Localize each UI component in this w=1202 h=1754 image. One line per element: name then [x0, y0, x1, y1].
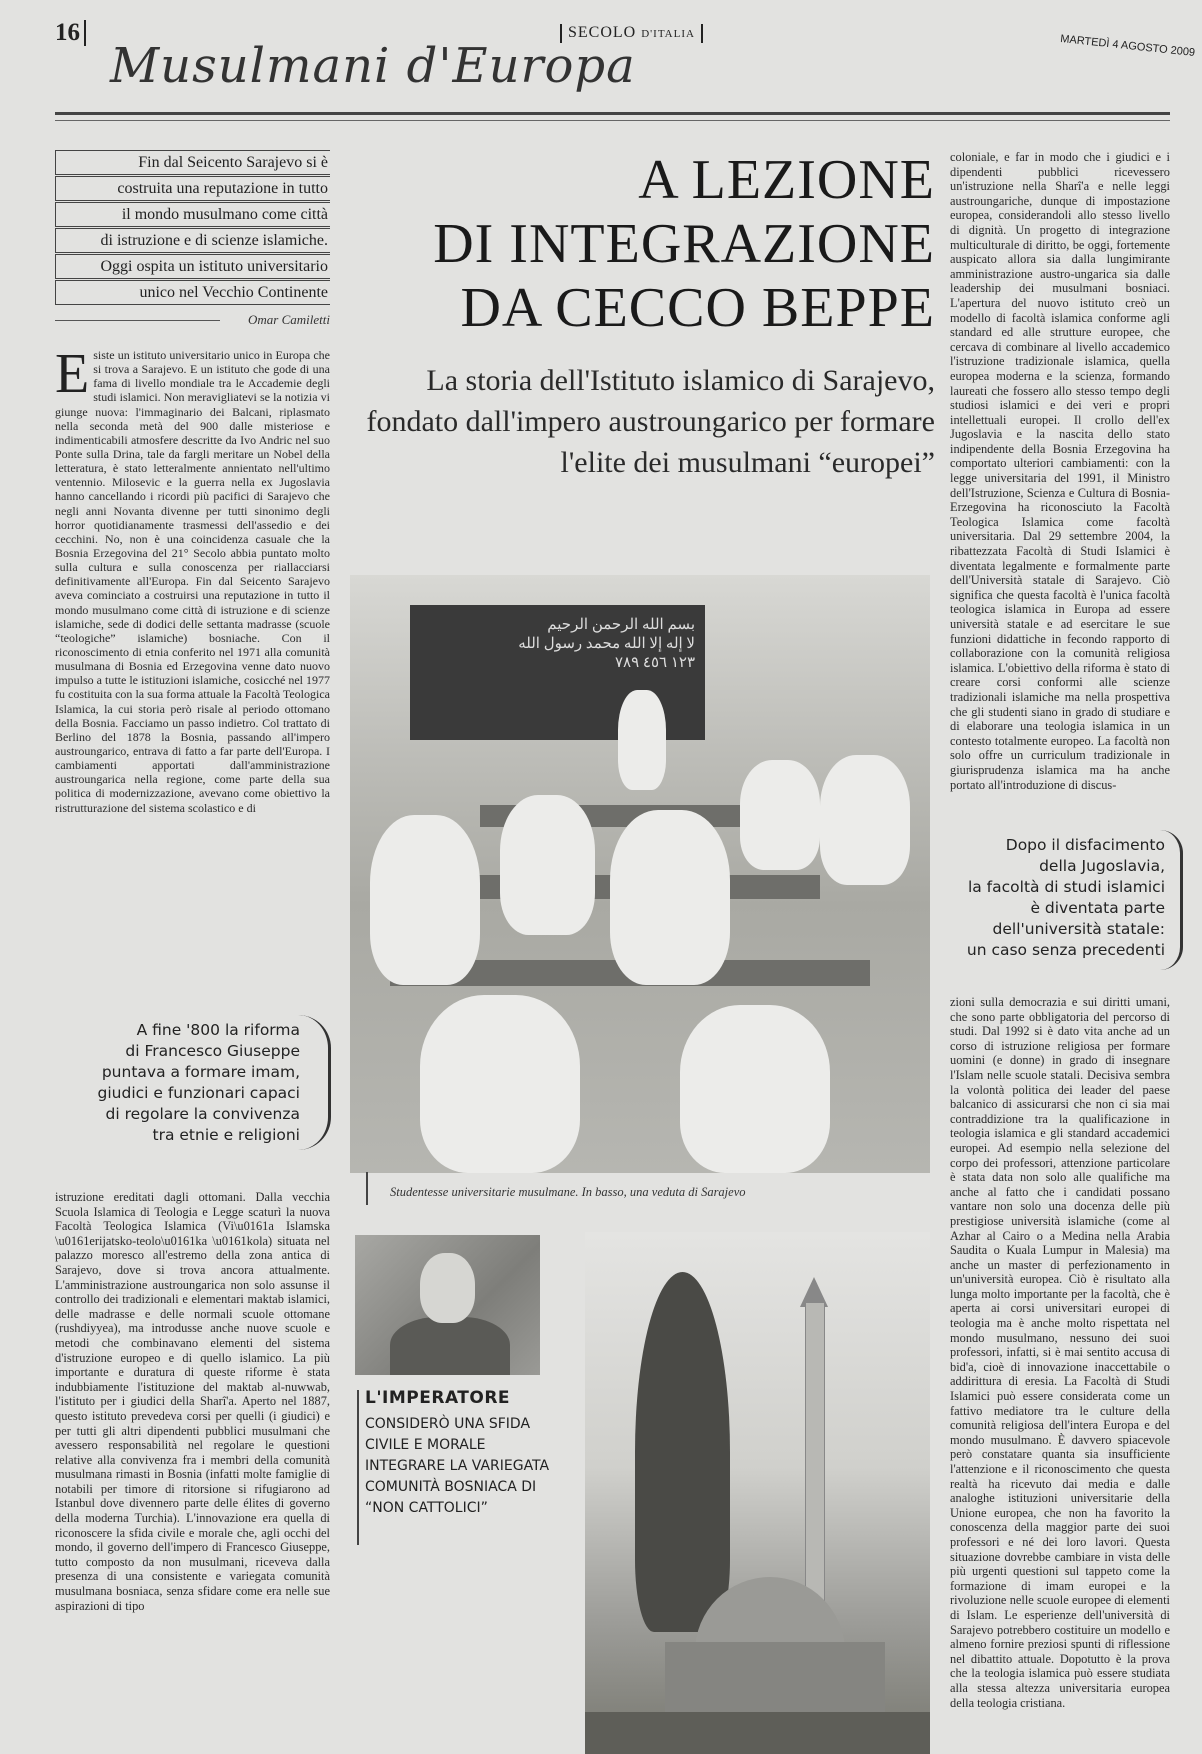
student-figure [680, 1005, 830, 1173]
student-figure [420, 995, 580, 1173]
lead-line: di istruzione e di scienze islamiche. [55, 228, 330, 253]
lead-line: il mondo musulmano come città [55, 202, 330, 227]
minaret [805, 1302, 825, 1604]
pull-quote-line: A fine '800 la riforma [136, 1021, 300, 1039]
headline-line: A LEZIONE [638, 149, 935, 211]
article-column-3: coloniale, e far in modo che i giudici e i dipendenti pubblici ricevessero un'istruzione nella Sharî'a e nelle leggi austroungariche, dunque di impostazione europea, considerandoli allo stesso livello di dignità. Un progetto di integrazione multiculturale di diritto, be oggi, fortemente auspicato allora sia dalla lungimirante amministrazione austro-ungarica sia dalle leadership dei musulmani bosniaci. L'apertura del nuovo istituto creò un modello di facoltà islamica conforme agli standard ed alle strutture europee, che cercava di combinare al livello accademico l'istruzione tradizionale islamica, quella europea moderna e la scienza, formando laureati che fossero allo stesso tempo degli studiosi islamici e dei veri e propri intellettuali europei. Il crollo dell'ex Jugoslavia e la nascita dello stato indipendente della Bosnia Erzegovina ha comportato ulteriori cambiamenti: con la legge universitaria del 1991, il Ministro dell'Istruzione, Scienza e Cultura di Bosnia-Erzegovina ha riconosciuto la Facoltà Teologica Islamica come facoltà universitaria. Dal 29 settembre 2004, la ribattezzata Facoltà di Studi Islamici è diventata legalmente e formalmente parte dell'Università statale di Sarajevo. Ciò significa che questa facoltà è l'unica facoltà teologica islamica in Europa ad essere università statale e ad esercitare le sue funzioni didattiche in fecondo rapporto di collaborazione con la comunità religiosa islamica. L'obiettivo della riforma è stato di creare corsi conformi alle scienze tradizionali islamiche ma nella prospettiva che gli studenti siano in grado di studiare e di elaborare una teologia islamica in un contesto totalmente europeo. La facoltà non solo offre un curriculum tradizionale in giurisprudenza islamica ma ha anche portato all'introduzione di discus- [950, 150, 1170, 792]
article-text: siste un istituto universitario unico in Europa che si trova a Sarajevo. E un istituto che gode di una fama di livello mondiale tra le Accademie degli studi islamici. Non meravigliatevi se la notizia vi giunge nuova: l'immaginario dei Balcani, riplasmato nella seconda metà del 900 dalle misteriose e indimenticabili atmosfere descritte da Ivo Andric nel suo Ponte sulla Drina, tale da fargli meritare un Nobel della letteratura, è stato letteralmente annientato nell'ultimo ventennio. Milosevic e la guerra nella ex Jugoslavia hanno cancellando i ricordi più pacifici di Sarajevo che negli anni Novanta divenne per tutti sinonimo degli horror quotidianamente trasmessi dell'assedio e dei cecchini. No, non è una coincidenza casuale che la Bosnia Erzegovina del 21° Secolo abbia puntato molto sulla cultura e sulla conoscenza per riallacciarsi definitivamente all'Europa. Fin dal Seicento Sarajevo aveva cominciato a costruirsi una reputazione in tutto il mondo musulmano come città di istruzione e di scienze islamiche, sede di dodici delle settanta madrasse (scuole “teologiche” islamiche) bosniache. Con il riconoscimento di etnia conferito nel 1971 alla comunità musulmana di Bosnia ed Erzegovina venne dato nuovo impulso a tutte le istituzioni islamiche, cosicché nel 1977 fu costituita con la sua forma attuale la Facoltà Teologica Islamica, la cui storia però risale al periodo ottomano della Bosnia. Facciamo un passo indietro. Col trattato di Berlino del 1878 la Bosnia, passando all'impero austroungarico, entrava di fatto a far parte dell'Europa. I cambiamenti apportati dall'amministrazione austroungarica nella regione, come parte della sua politica di modernizzazione, avevano come obiettivo la ristrutturazione del sistema scolastico e di [55, 348, 330, 815]
sarajevo-photo [585, 1232, 930, 1754]
pull-quote-bracket [1160, 830, 1183, 970]
photo-caption: Studentesse universitarie musulmane. In basso, una veduta di Sarajevo [390, 1185, 746, 1199]
pull-quote-bracket [298, 1015, 331, 1150]
student-figure [740, 760, 820, 870]
lead-line: unico nel Vecchio Continente [55, 280, 330, 305]
pull-quote-line: dell'università statale: [992, 920, 1165, 938]
student-figure [820, 755, 910, 885]
board-line: لا إله إلا الله محمد رسول الله [518, 636, 695, 652]
board-line: بسم الله الرحمن الرحيم [547, 617, 695, 633]
paper-name [560, 24, 703, 43]
headline-line: DI INTEGRAZIONE [433, 213, 935, 275]
board-line: ١٢٣ ٤٥٦ ٧٨٩ [614, 655, 695, 671]
article-column-1 [55, 343, 330, 815]
article-column-1b: istruzione ereditati dagli ottomani. Dalla vecchia Scuola Islamica di Teologia e Legge scaturì la nuova Facoltà Teologica Islamica (Vi\u0161a Islamska \u0161erijatsko-teolo\u0161ka \u0161kola) situata nel palazzo moresco all'estremo della zona antica di Sarajevo, dove si trova ancora attualmente. L'amministrazione austroungarica non solo assunse il controllo dei tradizionali e elementari maktab islamici, delle madrasse e delle normali scuole ottomane (rushdiyyea), ma introdusse anche nuove scuole e metodi che combinavano elementi del sistema d'istruzione europeo e di quello islamico. La più importante e duratura di queste riforme è stata indubbiamente l'istituzione del maktab al-nuwwab, l'istituto per i giudici della Sharî'a. Aperto nel 1887, questo istituto prevedeva corsi per quelli (i giudici) e per tutti gli altri dipendenti pubblici musulmani che avessero responsabilità nel regolare le questioni relative alla convivenza fra i membri della comunità musulmana rimasti in Bosnia (infatti molte famiglie di notabili per timore di ritorsione si rifugiarono ad Istanbul dove divennero parte delle élites di governo della moderna Turchia). L'innovazione era quella di riconoscere la sfida civile e morale che, agli occhi del mondo, il governo dell'impero di Francesco Giuseppe, tutto composto da non musulmani, riceveva dalla presenza di una consistente e variegata comunità musulmana bosniaca, senza sfidare come era nelle sue aspirazioni di tipo [55, 1190, 330, 1613]
header-rule-thin [55, 120, 1170, 121]
mosque-building [665, 1642, 885, 1722]
courtyard [585, 1712, 930, 1754]
paper-name-small: D'ITALIA [641, 28, 695, 40]
page-number: 16 [55, 20, 86, 46]
blackboard-text [425, 615, 695, 672]
article-column-3b: zioni sulla democrazia e sui diritti umani, che sono parte obbligatoria del percorso di studi. Dal 1992 si è dato vita anche ad un corso di istruzione religiosa per formare uomini (e donne) in grado di insegnare l'Islam nelle scuole statali. Decisiva sembra la volontà politica dei leader del paese balcanico di assicurarsi che non ci sia mai contraddizione tra la qualificazione in teologia islamica e gli standard accademici europei. Ad esempio nella selezione del corpo dei professori, attenzione particolare è stata data non solo alle qualifiche ma anche al fatto che i candidati possano vantare non solo una docenza delle più prestigiose università islamiche (come al Azhar al Cairo o a Medina nella Arabia Saudita o Kuala Lumpur in Malesia) ma anche un master di perfezionamento in un'università europea. Ciò è risultato alla lunga molto importante per la facoltà, che è aperta ai corsi universitari europei di teologia ma è anche molto rispettata nel mondo musulmano, nessuno dei suoi professori, infatti, si è mai sentito accusa di bid'a, cioè di innovazione inaccettabile o addirittura di eresia. La Facoltà di Studi Islamici può essere considerata come un fattivo mediatore tra le culture della comunità religiosa dell'intera Europa e del mondo musulmano. È davvero spiacevole però constatare quanta sia insufficiente l'attenzione e il riconoscimento che questa realtà ha ricevuto dai media e dalle analoghe istituzioni universitarie della Unione europea, che non ha favorito la conoscenza della maggior parte dei suoi professori e né dei loro lavori. Questa situazione dovrebbe cambiare in vista delle più urgenti questioni sul tappeto come la formazione di imam europei e la rivoluzione nelle scuole europee di elementi di Islam. Le esperienze dell'università di Sarajevo potrebbero costituire un modello e almeno fornire preziosi spunti di riflessione nel dibattito attuale. Dopotutto è la prova che la teologia islamica può essere studiata alla stessa altezza universitaria europea della teologia cristiana. [950, 995, 1170, 1710]
classroom-photo [350, 575, 930, 1173]
emperor-portrait [355, 1235, 540, 1375]
emperor-head [420, 1253, 475, 1323]
emperor-uniform [390, 1317, 510, 1375]
pull-quote-line: giudici e funzionari capaci [97, 1084, 300, 1102]
student-figure [610, 810, 730, 985]
byline: Omar Camiletti [248, 312, 330, 327]
pull-quote-line: Dopo il disfacimento [1005, 836, 1165, 854]
pull-quote-line: tra etnie e religioni [152, 1126, 300, 1144]
pull-quote-line: di regolare la convivenza [105, 1105, 300, 1123]
pull-quote-line: di Francesco Giuseppe [125, 1042, 300, 1060]
lead-line: Fin dal Seicento Sarajevo si è [55, 150, 330, 175]
teacher-figure [618, 690, 666, 790]
pull-quote-line: la facoltà di studi islamici [967, 878, 1165, 896]
pull-quote-right [950, 835, 1165, 961]
student-figure [370, 815, 480, 985]
pull-quote-line: puntava a formare imam, [101, 1063, 300, 1081]
lead-line: Oggi ospita un istituto universitario [55, 254, 330, 279]
pull-quote-line: è diventata parte [1030, 899, 1165, 917]
issue-date: MARTEDÌ 4 AGOSTO 2009 [1059, 32, 1196, 60]
student-figure [500, 795, 595, 935]
caption-bar [366, 1172, 368, 1205]
headline [360, 148, 935, 340]
drop-cap: E [55, 343, 90, 405]
headline-line: DA CECCO BEPPE [460, 277, 935, 339]
lead-line: costruita una reputazione in tutto [55, 176, 330, 201]
subheadline: La storia dell'Istituto islamico di Sarajevo, fondato dall'impero austroungarico per formare l'elite dei musulmani “europei” [366, 364, 935, 479]
section-title: Musulmani d'Europa [110, 38, 636, 94]
emperor-title: L'IMPERATORE [365, 1388, 511, 1408]
paper-name-main: SECOLO [568, 24, 637, 41]
emperor-caption-bar [357, 1390, 359, 1545]
cypress-tree [635, 1272, 730, 1632]
header-rule [55, 112, 1170, 115]
lead-box [55, 150, 330, 306]
pull-quote-left [90, 1020, 300, 1146]
pull-quote-line: della Jugoslavia, [1039, 857, 1165, 875]
pull-quote-line: un caso senza precedenti [966, 941, 1165, 959]
emperor-text: CONSIDERÒ UNA SFIDA CIVILE E MORALE INTEGRARE LA VARIEGATA COMUNITÀ BOSNIACA DI “NON CATTOLICI” [365, 1416, 550, 1516]
